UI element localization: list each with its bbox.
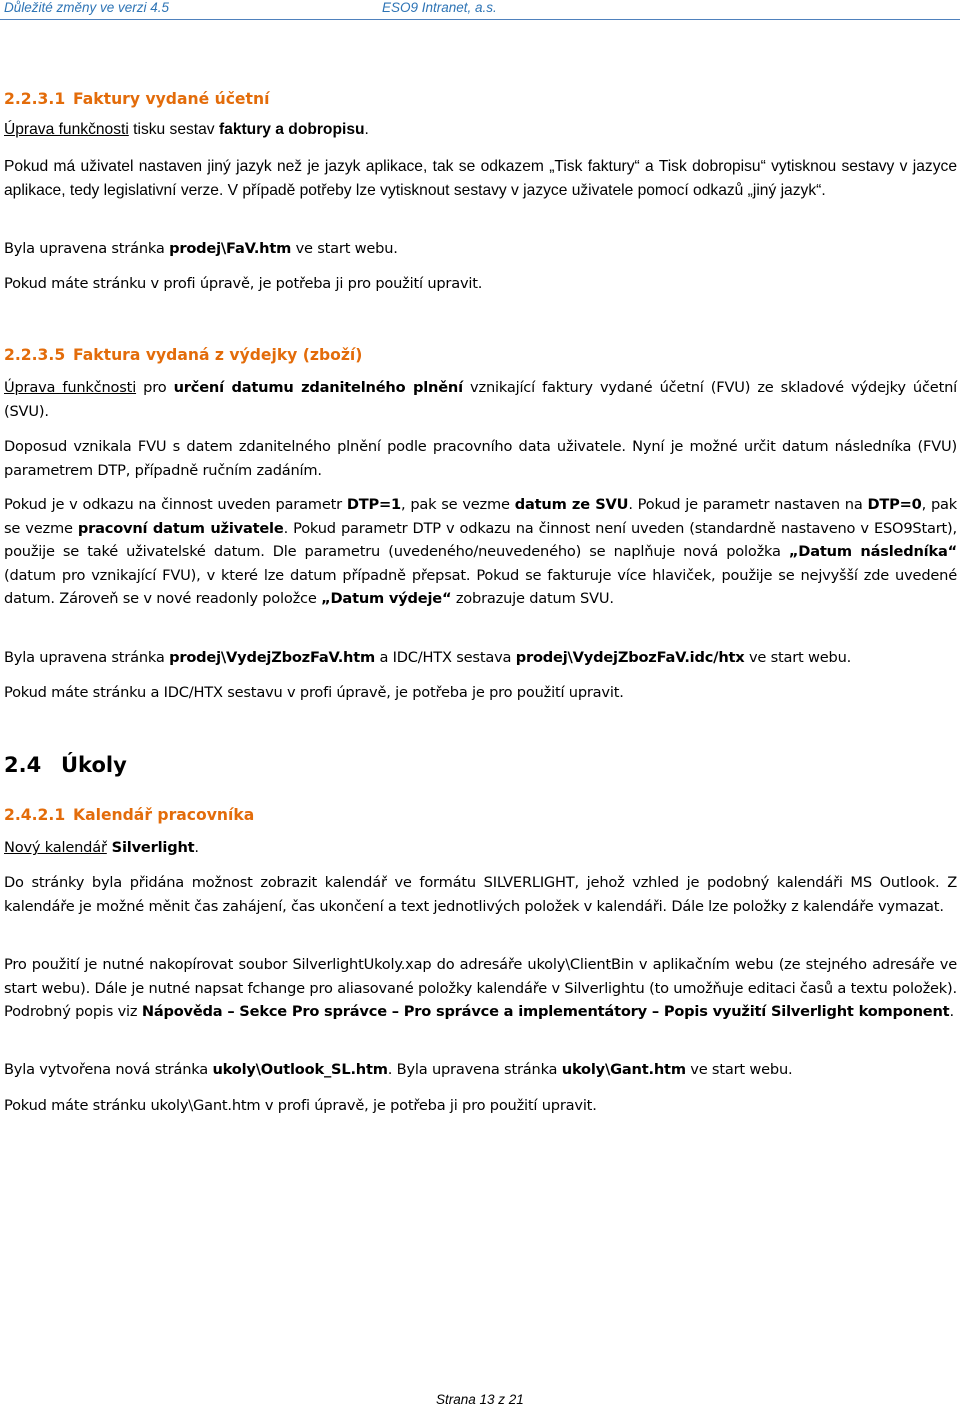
section-number: 2.4.2.1 — [4, 806, 66, 824]
text: vznikající faktury vydané účetní (FVU) ze skladové výdejky účetní (SVU). — [4, 379, 957, 420]
section-heading — [4, 806, 254, 824]
paragraph: Pokud máte stránku a IDC/HTX sestavu v profi úpravě, je potřeba je pro použití upravit. — [4, 684, 624, 701]
chapter-title: Úkoly — [61, 753, 127, 777]
section-heading — [4, 346, 362, 364]
paragraph — [4, 646, 957, 670]
section-number: 2.2.3.1 — [4, 90, 66, 108]
lead-bold: faktury a dobropisu — [218, 121, 365, 138]
lead-end: . — [194, 839, 199, 856]
text: zobrazuje datum SVU. — [451, 590, 614, 607]
lead-end: . — [364, 121, 369, 138]
paragraph: Doposud vznikala FVU s datem zdanitelného plnění podle pracovního data uživatele. Nyní je možné určit datum následníka (FVU) parametrem DTP, případně ručním zadáním. — [4, 438, 957, 479]
header-company: ESO9 Intranet, a.s. — [382, 0, 497, 15]
section-title: Faktura vydaná z výdejky (zboží) — [73, 346, 363, 364]
bold-text: prodej\VydejZbozFaV.idc/htx — [515, 649, 745, 666]
text: Pro použití je nutné nakopírovat soubor SilverlightUkoly.xap do adresáře ukoly\ClientBin v aplikačním webu (ze stejného adresáře ve start webu). Dále je nutné napsat fchange pro aliasované položky kalendáře v Silverlightu (to umožňuje editaci časů a textu položek). Podrobný popis viz — [4, 956, 957, 1020]
text: , pak se vezme — [4, 496, 957, 537]
text: . — [949, 1003, 954, 1020]
chapter-heading — [4, 753, 127, 777]
paragraph — [4, 493, 957, 611]
bold-text: prodej\FaV.htm — [169, 240, 292, 257]
text: ve start webu. — [744, 649, 852, 666]
bold-text: datum ze SVU — [514, 496, 629, 513]
lead-line — [4, 118, 957, 142]
bold-text: ukoly\Gant.htm — [561, 1061, 686, 1078]
bold-text: DTP=0 — [867, 496, 922, 513]
bold-text: prodej\VydejZbozFaV.htm — [169, 649, 376, 666]
lead-line — [4, 836, 957, 860]
lead-text: tisku sestav — [128, 121, 219, 138]
text: pro — [136, 379, 174, 396]
paragraph: Do stránky byla přidána možnost zobrazit kalendář ve formátu SILVERLIGHT, jehož vzhled je podobný kalendáři MS Outlook. Z kalendáře je možné měnit čas zahájení, čas ukončení a text jednotlivých položek v kalendáři. Dále lze položky z kalendáře vymazat. — [4, 874, 957, 915]
text: Byla upravena stránka — [4, 240, 170, 257]
lead-bold: Silverlight — [106, 839, 195, 856]
text: ve start webu. — [685, 1061, 793, 1078]
text: a IDC/HTX sestava — [375, 649, 516, 666]
paragraph: Pokud máte stránku ukoly\Gant.htm v profi úpravě, je potřeba ji pro použití upravit. — [4, 1097, 597, 1114]
bold-text: určení datumu zdanitelného plnění — [173, 379, 463, 396]
text: Byla vytvořena nová stránka — [4, 1061, 213, 1078]
section-heading — [4, 90, 269, 108]
lead-underlined: Nový kalendář — [4, 839, 107, 856]
lead-underlined: Úprava funkčnosti — [4, 379, 137, 396]
text: . Byla upravena stránka — [387, 1061, 562, 1078]
text: ve start webu. — [291, 240, 398, 257]
paragraph — [4, 237, 957, 261]
text: . Pokud parametr DTP v odkazu na činnost není uveden (standardně nastaveno v ESO9Start), použije se také uživatelské datum. Dle parametru (uvedeného/neuvedeného) se naplňuje nová položka — [4, 519, 957, 560]
text: , pak se vezme — [400, 496, 515, 513]
text: . Pokud je parametr nastaven na — [628, 496, 868, 513]
header-doc-title: Důležité změny ve verzi 4.5 — [4, 0, 170, 15]
paragraph — [4, 376, 957, 423]
paragraph: Pokud máte stránku v profi úpravě, je potřeba ji pro použití upravit. — [4, 275, 483, 292]
paragraph — [4, 953, 957, 1024]
section-title: Kalendář pracovníka — [73, 806, 255, 824]
bold-text: „Datum výdeje“ — [321, 590, 452, 607]
bold-text: DTP=1 — [346, 496, 401, 513]
section-title: Faktury vydané účetní — [73, 90, 270, 108]
page-number: Strana 13 z 21 — [436, 1392, 524, 1407]
lead-underlined: Úprava funkčnosti — [4, 121, 129, 138]
header-rule — [0, 19, 960, 20]
text: (datum pro vznikající FVU), v které lze datum případně přepsat. Pokud se fakturuje více hlaviček, použije se nejvyšší zde uvedené datum. Zároveň se v nové readonly položce — [4, 566, 957, 607]
paragraph — [4, 1058, 957, 1082]
text: Pokud je v odkazu na činnost uveden parametr — [4, 496, 347, 513]
bold-text: pracovní datum uživatele — [77, 519, 284, 537]
paragraph: Pokud má uživatel nastaven jiný jazyk než je jazyk aplikace, tak se odkazem „Tisk faktury“ a Tisk dobropisu“ vytisknou sestavy v jazyce aplikace, tedy legislativní verze. V případě potřeby lze vytisknout sestavy v jazyce uživatele pomocí odkazů „jiný jazyk“. — [4, 158, 957, 199]
chapter-number: 2.4 — [4, 753, 42, 777]
text: Byla upravena stránka — [4, 649, 170, 666]
bold-text: ukoly\Outlook_SL.htm — [212, 1061, 388, 1078]
section-number: 2.2.3.5 — [4, 346, 66, 364]
bold-text: „Datum následníka“ — [788, 543, 957, 560]
bold-text: Nápověda – Sekce Pro správce – Pro správce a implementátory – Popis využití Silverlight komponent — [141, 1003, 950, 1020]
